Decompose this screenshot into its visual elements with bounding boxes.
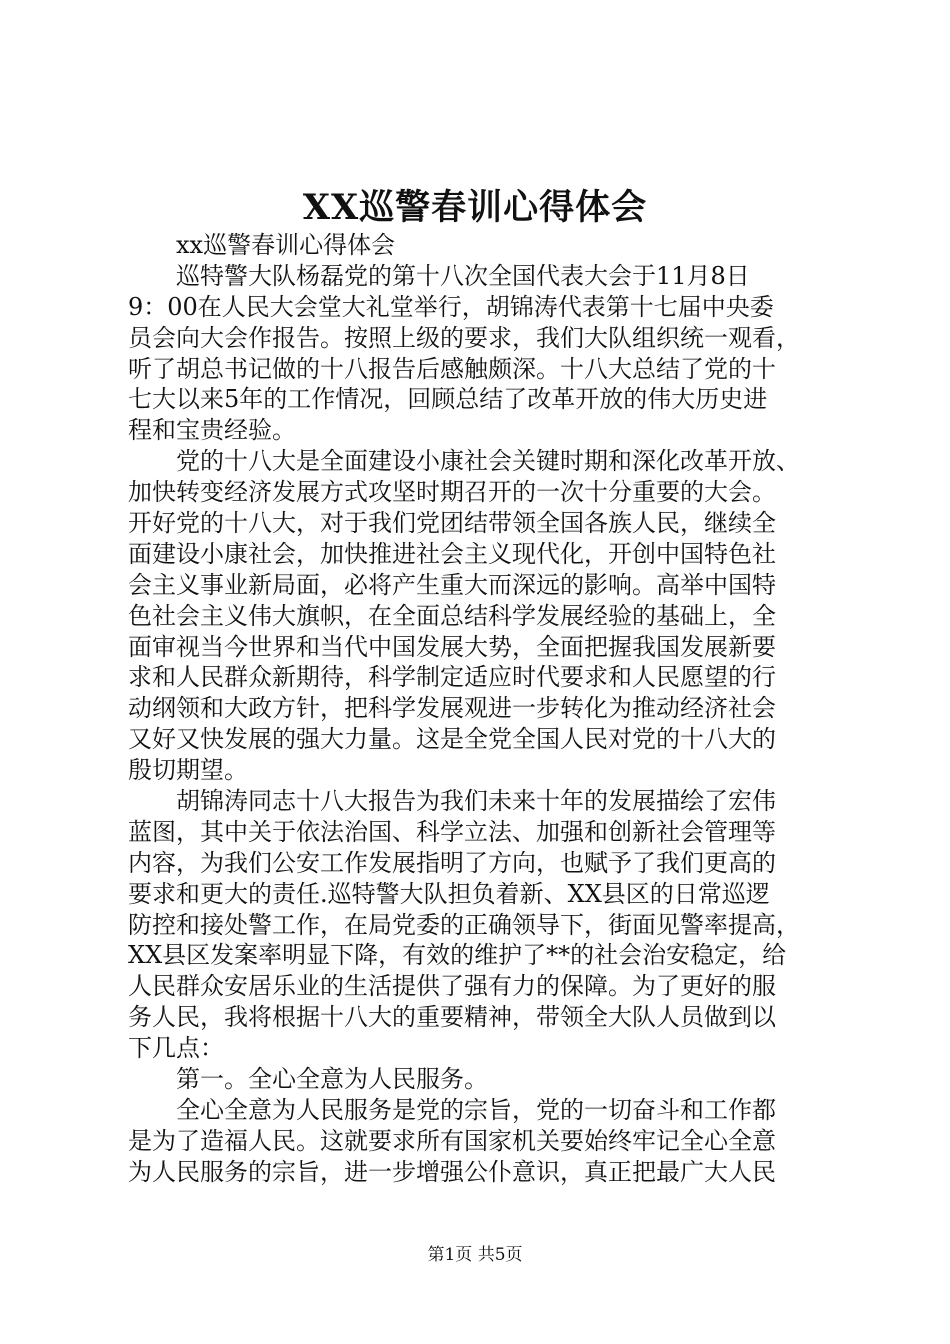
page-footer: 第1页 共5页 <box>427 1245 523 1265</box>
body-line: xx巡警春训心得体会 <box>128 231 396 259</box>
body-line: XX县区发案率明显下降，有效的维护了**的社会治安稳定，给 <box>128 941 787 970</box>
body-line: 面审视当今世界和当代中国发展大势，全面把握我国发展新要 <box>128 632 776 661</box>
body-line: 为人民服务的宗旨，进一步增强公仆意识，真正把最广大人民 <box>128 1157 776 1186</box>
body-line: 下几点： <box>128 1034 224 1063</box>
body-line: 又好又快发展的强大力量。这是全党全国人民对党的十八大的 <box>128 725 776 754</box>
body-line: 色社会主义伟大旗帜，在全面总结科学发展经验的基础上，全 <box>128 601 776 630</box>
body-line: 务人民，我将根据十八大的重要精神，带领全大队人员做到以 <box>128 1003 776 1032</box>
document-title: XX巡警春训心得体会 <box>302 187 648 228</box>
body-line: 巡特警大队杨磊党的第十八次全国代表大会于11月8日 <box>128 261 750 290</box>
body-line: 人民群众安居乐业的生活提供了强有力的保障。为了更好的服 <box>128 972 776 1001</box>
body-line: 员会向大会作报告。按照上级的要求，我们大队组织统一观看， <box>128 323 800 352</box>
body-line: 开好党的十八大，对于我们党团结带领全国各族人民，继续全 <box>128 509 776 538</box>
body-line: 9：00在人民大会堂大礼堂举行，胡锦涛代表第十七届中央委 <box>128 292 774 321</box>
body-line: 程和宝贵经验。 <box>128 416 296 445</box>
document-body <box>128 230 833 1188</box>
body-line: 动纲领和大政方针，把科学发展观进一步转化为推动经济社会 <box>128 694 776 723</box>
body-line: 殷切期望。 <box>128 756 248 785</box>
body-line: 面建设小康社会，加快推进社会主义现代化，开创中国特色社 <box>128 539 776 568</box>
body-line: 蓝图，其中关于依法治国、科学立法、加强和创新社会管理等 <box>128 817 776 846</box>
body-line: 党的十八大是全面建设小康社会关键时期和深化改革开放、 <box>128 447 800 476</box>
body-line: 第一。全心全意为人民服务。 <box>128 1065 488 1094</box>
body-line: 七大以来5年的工作情况，回顾总结了改革开放的伟大历史进 <box>128 385 768 414</box>
body-line: 是为了造福人民。这就要求所有国家机关要始终牢记全心全意 <box>128 1126 776 1155</box>
body-line: 胡锦涛同志十八大报告为我们未来十年的发展描绘了宏伟 <box>128 787 776 816</box>
body-line: 防控和接处警工作，在局党委的正确领导下，街面见警率提高， <box>128 910 800 939</box>
body-line: 加快转变经济发展方式攻坚时期召开的一次十分重要的大会。 <box>128 478 776 507</box>
body-line: 内容，为我们公安工作发展指明了方向，也赋予了我们更高的 <box>128 848 776 877</box>
body-line: 会主义事业新局面，必将产生重大而深远的影响。高举中国特 <box>128 570 776 599</box>
body-line: 要求和更大的责任.巡特警大队担负着新、XX县区的日常巡逻 <box>128 879 770 908</box>
body-line: 求和人民群众新期待，科学制定适应时代要求和人民愿望的行 <box>128 663 776 692</box>
body-line: 听了胡总书记做的十八报告后感触颇深。十八大总结了党的十 <box>128 354 776 383</box>
body-line: 全心全意为人民服务是党的宗旨，党的一切奋斗和工作都 <box>128 1095 776 1124</box>
